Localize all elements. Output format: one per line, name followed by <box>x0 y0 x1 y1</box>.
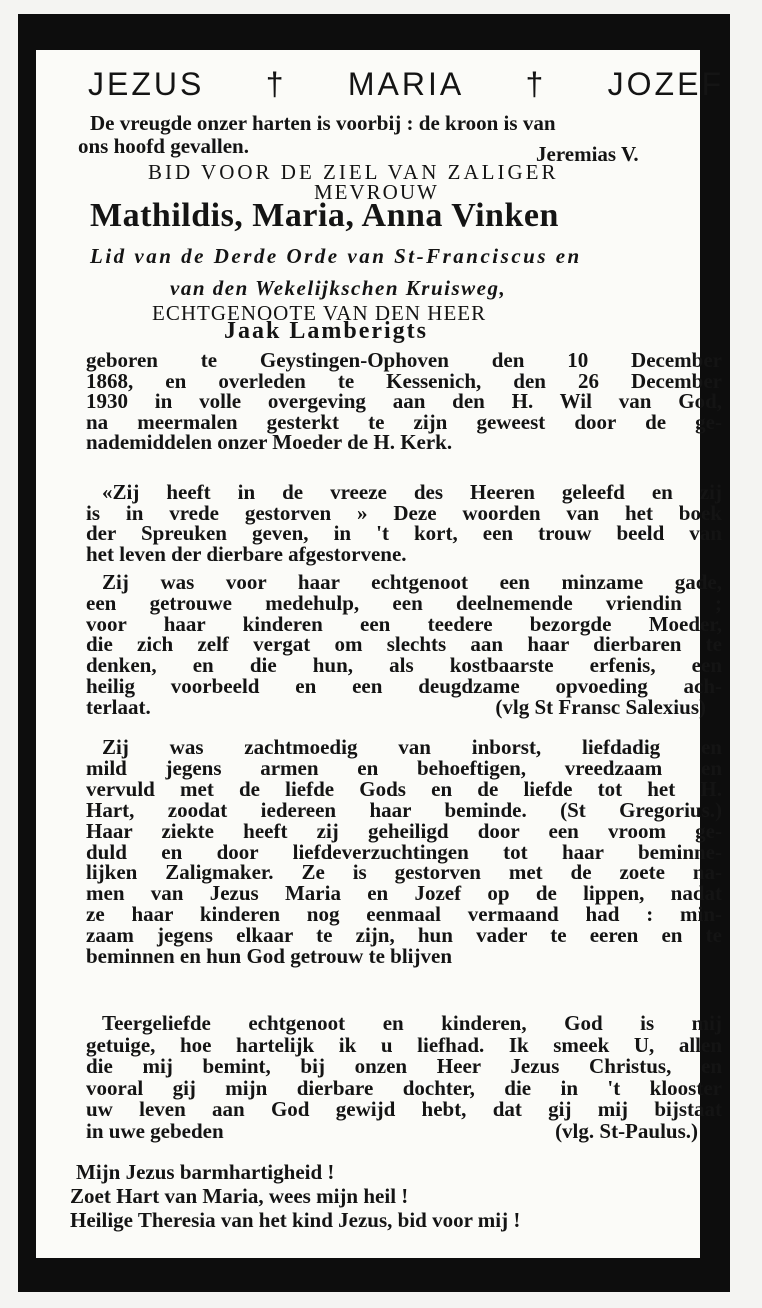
paragraph-line: een getrouwe medehulp, een deelnemende vriendin ; <box>86 590 722 615</box>
paragraph-line: Teergeliefde echtgenoot en kinderen, God is mij <box>102 1011 722 1035</box>
membership-line-1: Lid van de Derde Orde van St-Franciscus en <box>90 244 582 268</box>
verse-reference: Jeremias V. <box>536 142 639 166</box>
paragraph-line: Zij was voor haar echtgenoot een minzame gade, <box>102 570 722 594</box>
paragraph-line <box>86 694 722 719</box>
paragraph-line: denken, en die hun, als kostbaarste erfenis, een <box>86 653 722 678</box>
paragraph-line: ze haar kinderen nog eenmaal vermaand had : min- <box>86 902 722 927</box>
invocation-line: Heilige Theresia van het kind Jezus, bid voor mij ! <box>70 1208 521 1232</box>
paragraph-line: «Zij heeft in de vreeze des Heeren geleefd en zij <box>102 480 722 504</box>
cross-icon: † <box>525 66 547 102</box>
prayer-line-1: BID VOOR DE ZIEL VAN ZALIGER <box>148 160 559 184</box>
cross-icon: † <box>265 66 287 102</box>
paragraph-line: der Spreuken geven, in 't kort, een trouw beeld van <box>86 521 722 545</box>
paragraph-line: uw leven aan God gewijd hebt, dat gij mij bijstaat <box>86 1097 722 1121</box>
citation: (vlg. St-Paulus.) <box>555 1118 698 1143</box>
paragraph-4 <box>86 1013 722 1142</box>
spouse-name: Jaak Lamberigts <box>224 318 428 344</box>
paragraph-line: vervuld met de liefde Gods en de liefde tot het H. <box>86 776 722 801</box>
spouse-intro: ECHTGENOOTE VAN DEN HEER <box>152 301 487 325</box>
paragraph-line: die zich zelf vergat om slechts aan haar dierbaren te <box>86 632 722 657</box>
paragraph-text: terlaat. <box>86 694 151 719</box>
paragraph-line: voor haar kinderen een teedere bezorgde Moeder, <box>86 611 722 636</box>
paragraph-text: in uwe gebeden <box>86 1118 224 1143</box>
header-maria: MARIA <box>347 66 465 102</box>
paragraph-line: het leven der dierbare afgestorvene. <box>86 541 407 566</box>
citation: (vlg St Fransc Salexius) <box>495 694 706 719</box>
invocation-line: Mijn Jezus barmhartigheid ! <box>76 1160 335 1184</box>
membership-line-2: van den Wekelijkschen Kruisweg, <box>170 276 507 300</box>
biography <box>86 350 722 453</box>
prayer-line-2: MEVROUW <box>314 180 439 204</box>
paragraph-line: beminnen en hun God getrouw te blijven <box>86 944 452 969</box>
header-names <box>88 66 724 103</box>
bio-line: nademiddelen onzer Moeder de H. Kerk. <box>86 430 453 454</box>
paragraph-line <box>86 1118 722 1143</box>
paragraph-line: Zij was zachtmoedig van inborst, liefdadig en <box>102 735 722 759</box>
verse-line-2: ons hoofd gevallen. <box>78 134 249 158</box>
paragraph-line: Hart, zoodat iedereen haar beminde. (St Gregorius.) <box>86 797 722 822</box>
paragraph-line: heilig voorbeeld en een deugdzame opvoeding ach- <box>86 673 722 698</box>
paragraph-line: duld en door liefdeverzuchtingen tot haar beminne- <box>86 839 722 864</box>
bio-line: na meermalen gesterkt te zijn geweest door de ge- <box>86 409 722 434</box>
paragraph-line: is in vrede gestorven » Deze woorden van het boek <box>86 500 722 525</box>
header-jezus: JEZUS <box>88 66 205 102</box>
paragraph-2 <box>86 572 722 718</box>
paragraph-line: zaam jegens elkaar te zijn, hun vader te eeren en te <box>86 923 722 948</box>
paragraph-line: vooral gij mijn dierbare dochter, die in 't klooster <box>86 1075 722 1100</box>
bio-line: 1930 in volle overgeving aan den H. Wil van God, <box>86 389 722 413</box>
paragraph-line: Haar ziekte heeft zij geheiligd door een vroom ge- <box>86 818 722 843</box>
paragraph-line: mild jegens armen en behoeftigen, vreedzaam en <box>86 755 722 780</box>
invocation-line: Zoet Hart van Maria, wees mijn heil ! <box>70 1184 409 1208</box>
bio-line: 1868, en overleden te Kessenich, den 26 December <box>86 368 722 393</box>
bio-line: geboren te Geystingen-Ophoven den 10 December <box>86 348 722 372</box>
closing-invocations <box>70 1160 520 1232</box>
paragraph-line: die mij bemint, bij onzen Heer Jezus Christus, en <box>86 1054 722 1078</box>
paragraph-line: getuige, hoe hartelijk ik u liefhad. Ik smeek U, allen <box>86 1032 722 1057</box>
deceased-name: Mathildis, Maria, Anna Vinken <box>90 197 559 234</box>
paragraph-line: men van Jezus Maria en Jozef op de lippen, nadat <box>86 881 722 906</box>
verse-line-1: De vreugde onzer harten is voorbij : de kroon is van <box>90 111 556 135</box>
paragraph-3 <box>86 737 722 967</box>
paragraph-1 <box>86 482 722 564</box>
header-jozef: JOZEF <box>607 66 724 102</box>
paragraph-line: lijken Zaligmaker. Ze is gestorven met de zoete na- <box>86 860 722 885</box>
